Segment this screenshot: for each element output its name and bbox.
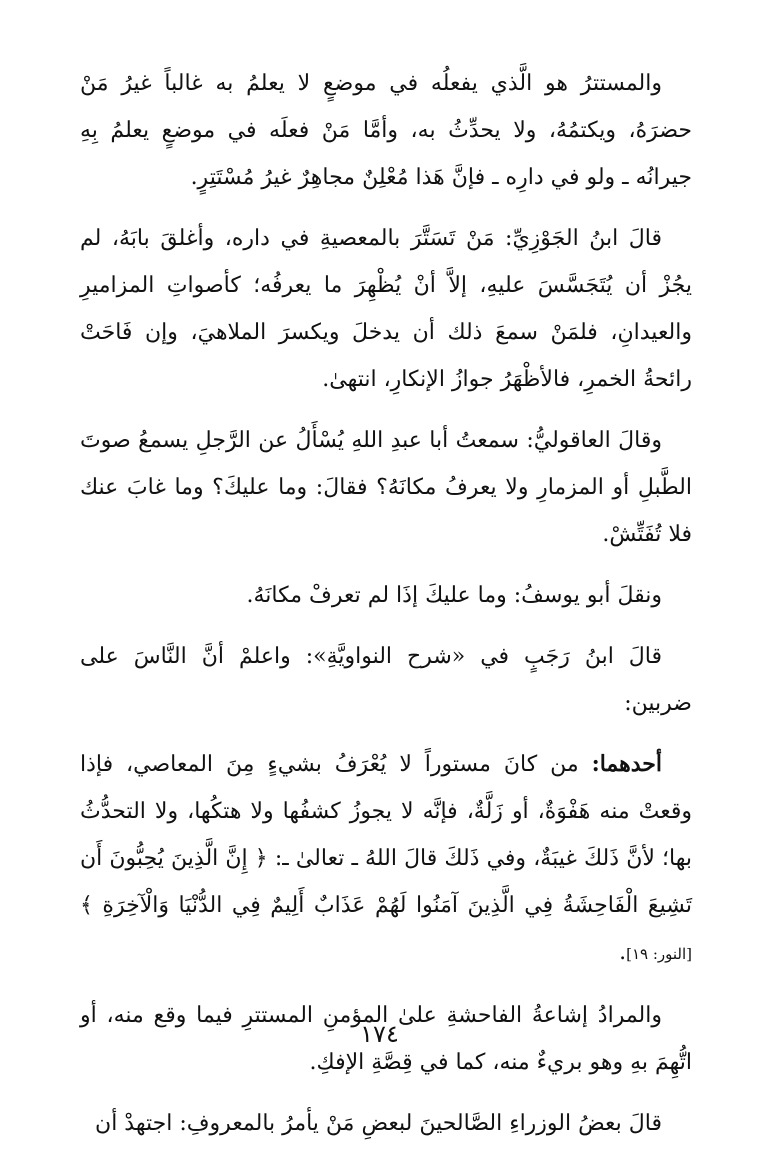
paragraph-abu-yusuf: ونقلَ أبو يوسفُ: وما عليكَ إذَا لم تعرفْ مكانَهُ. <box>246 583 662 608</box>
page-content <box>80 60 692 1161</box>
paragraph-wazir: قالَ بعضُ الوزراءِ الصَّالحينَ لبعضِ مَنْ يأمرُ بالمعروفِ: اجتهدْ أن <box>95 1111 662 1136</box>
first-kind-text: من كانَ مستوراً لا يُعْرَفُ بشيءٍ مِنَ المعاصي، فإذا وقعتْ منه هَفْوَةٌ، أو زَلَّةٌ، فإنَّه لا يجوزُ كشفُها ولا هتكُها، ولا التحدُّثُ بها؛ لأنَّ ذَلكَ غيبَةٌ، وفي ذَلكَ قالَ اللهُ ـ تعالىٰ ـ: <box>80 752 692 871</box>
paragraph-ibn-aljawzi: قالَ ابنُ الجَوْزِيِّ: مَنْ تَسَتَّرَ بالمعصيةِ في داره، وأغلقَ بابَهُ، لم يجُزْ أن يُتَجَسَّسَ عليهِ، إلاَّ أنْ يُظْهِرَ ما يعرفُه؛ كأصواتِ المزاميرِ والعيدانِ، فلمَنْ سمعَ ذلك أن يدخلَ ويكسرَ الملاهيَ، وإن فَاحَتْ رائحةُ الخمرِ، فالأظْهَرُ جوازُ الإنكارِ، انتهىٰ. <box>80 226 692 392</box>
paragraph-aqouli: وقالَ العاقوليُّ: سمعتُ أبا عبدِ اللهِ يُسْأَلُ عن الرَّجلِ يسمعُ صوتَ الطَّبلِ أو المزمارِ ولا يعرفُ مكانَهُ؟ فقالَ: وما عليكَ؟ وما غابَ عنك فلا تُفَتِّشْ. <box>80 428 692 547</box>
paragraph-meaning: والمرادُ إشاعةُ الفاحشةِ علىٰ المؤمنِ المستترِ فيما وقع منه، أو اتُّهِمَ بهِ وهو بريءٌ منه، كما في قِصَّةِ الإفكِ. <box>80 1003 692 1075</box>
page-number: ١٧٤ <box>360 1020 399 1048</box>
paragraph-first-kind: أحدهما: من كانَ مستوراً لا يُعْرَفُ بشيءٍ مِنَ المعاصي، فإذا وقعتْ منه هَفْوَةٌ، أو زَلَّةٌ، فإنَّه لا يجوزُ كشفُها ولا هتكُها، ولا التحدُّثُ بها؛ لأنَّ ذَلكَ غيبَةٌ، وفي ذَلكَ قالَ اللهُ ـ تعالىٰ ـ: ﴿ إِنَّ الَّذِينَ يُحِبُّونَ أَن تَشِيعَ الْفَاحِشَةُ فِي الَّذِينَ آمَنُوا لَهُمْ عَذَابٌ أَلِيمٌ فِي الدُّنْيَا وَالْآخِرَةِ ﴾ [النور: ١٩]. <box>80 751 692 965</box>
quran-verse: ﴿ إِنَّ الَّذِينَ يُحِبُّونَ أَن تَشِيعَ الْفَاحِشَةُ فِي الَّذِينَ آمَنُوا لَهُمْ عَذَابٌ أَلِيمٌ فِي الدُّنْيَا وَالْآخِرَةِ ﴾ <box>80 846 692 918</box>
paragraph-mustatir: والمستترُ هو الَّذي يفعلُه في موضعٍ لا يعلمُ به غالباً غيرُ مَنْ حضرَهُ، ويكتمُهُ، ولا يحدِّثُ به، وأمَّا مَنْ فعلَه في موضعٍ يعلمُ بِهِ جيرانُه ـ ولو في دارِه ـ فإنَّ هَذا مُعْلِنٌ مجاهِرٌ غيرُ مُسْتَتِرٍ. <box>80 71 692 190</box>
quran-reference: [النور: ١٩] <box>626 945 692 963</box>
paragraph-ibn-rajab: قالَ ابنُ رَجَبٍ في «شرح النواويَّةِ»: واعلمْ أنَّ النَّاسَ على ضربين: <box>80 644 692 716</box>
first-kind-label: أحدهما: <box>591 751 662 777</box>
